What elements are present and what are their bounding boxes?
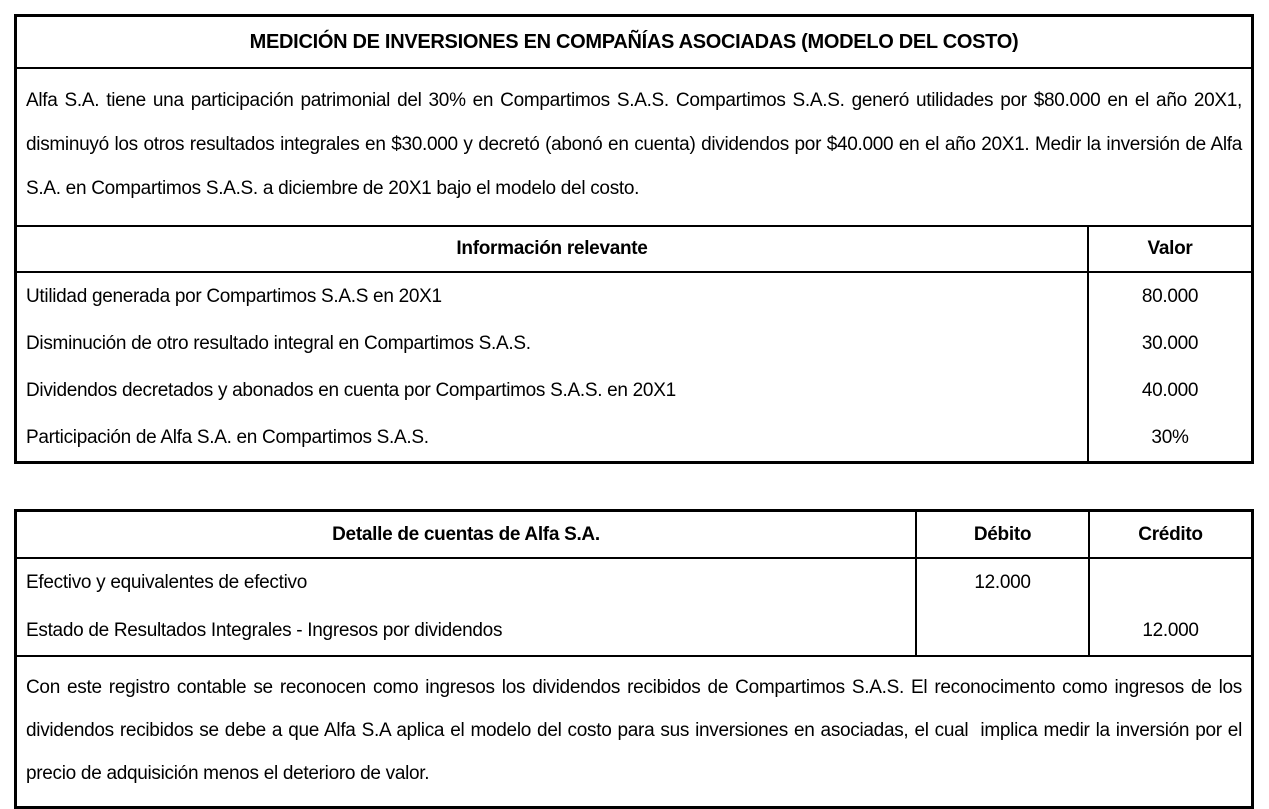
info-table [14, 14, 1254, 464]
table-row [17, 559, 1251, 607]
table-row [17, 367, 1251, 414]
accounts-table-header-credit: Crédito [1138, 523, 1203, 545]
account-row-debit [917, 607, 1090, 655]
info-table-header-row [17, 227, 1251, 273]
table-row [17, 607, 1251, 655]
info-row-label: Utilidad generada por Compartimos S.A.S en 20X1 [17, 273, 1089, 320]
account-row-label: Estado de Resultados Integrales - Ingresos por dividendos [17, 607, 917, 655]
accounts-table-header-debit: Débito [917, 512, 1090, 557]
accounts-table-header-label: Detalle de cuentas de Alfa S.A. [17, 512, 917, 557]
explanatory-note: Con este registro contable se reconocen como ingresos los dividendos recibidos de Compartimos S.A.S. El reconocimento como ingresos de los dividendos recibidos se debe a que Alfa S.A aplica el modelo del costo para sus inversiones en asociadas, el cual implica medir la inversión por el precio de adquisición menos el deterioro de valor. [17, 655, 1251, 806]
table-row [17, 320, 1251, 367]
info-row-label: Dividendos decretados y abonados en cuenta por Compartimos S.A.S. en 20X1 [17, 367, 1089, 414]
accounts-table-header-row [17, 512, 1251, 559]
accounts-table [14, 509, 1254, 809]
info-row-label: Disminución de otro resultado integral en Compartimos S.A.S. [17, 320, 1089, 367]
info-row-value: 30% [1151, 426, 1189, 448]
info-table-header-label: Información relevante [17, 227, 1089, 271]
info-row-value: 40.000 [1141, 379, 1199, 401]
problem-statement: Alfa S.A. tiene una participación patrimonial del 30% en Compartimos S.A.S. Compartimos S.A.S. generó utilidades por $80.000 en el año 20X1, disminuyó los otros resultados integrales en $30.000 y decretó (abonó en cuenta) dividendos por $40.000 en el año 20X1. Medir la inversión de Alfa S.A. en Compartimos S.A.S. a diciembre de 20X1 bajo el modelo del costo. [17, 69, 1251, 227]
info-table-header-value: Valor [1147, 238, 1193, 259]
table-row [17, 414, 1251, 461]
account-row-credit: 12.000 [1142, 620, 1199, 641]
table-row [17, 273, 1251, 320]
info-row-value: 30.000 [1141, 332, 1199, 354]
account-row-credit [1090, 559, 1251, 607]
info-row-label: Participación de Alfa S.A. en Compartimos S.A.S. [17, 414, 1089, 461]
account-row-debit: 12.000 [917, 559, 1090, 607]
info-row-value: 80.000 [1141, 285, 1199, 307]
document-title: MEDICIÓN DE INVERSIONES EN COMPAÑÍAS ASOCIADAS (MODELO DEL COSTO) [17, 17, 1251, 69]
account-row-label: Efectivo y equivalentes de efectivo [17, 559, 917, 607]
